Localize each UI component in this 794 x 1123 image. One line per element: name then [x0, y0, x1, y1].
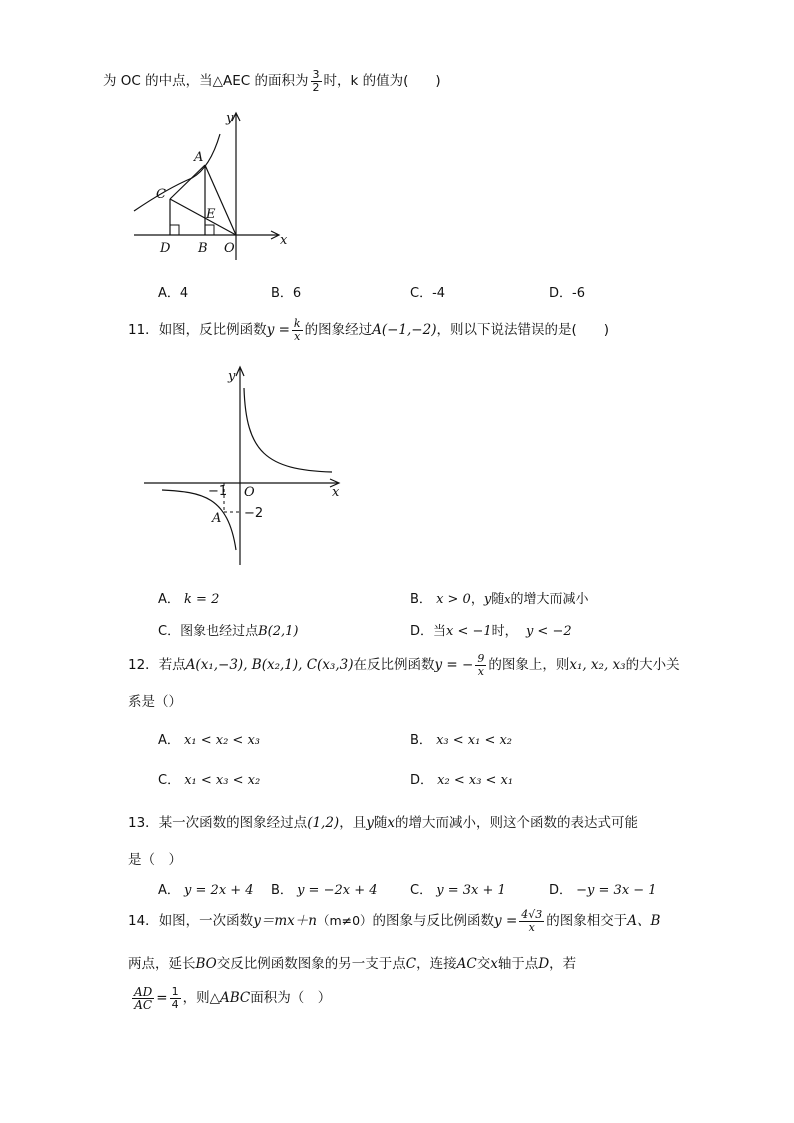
q11-option-d[interactable]: D．当x < −1时， y < −2 [410, 624, 572, 639]
q11-text-mid: 的图象经过 [304, 322, 373, 338]
q10-option-a[interactable]: A．4 [158, 286, 189, 301]
q10-label-a: A [194, 150, 204, 165]
q11-point: A(−1,−2) [372, 322, 437, 338]
q13-option-c[interactable]: C． y = 3x + 1 [410, 883, 506, 898]
q14-ab: A、B [627, 913, 661, 929]
q13-x: x [387, 815, 395, 831]
q11-curve-branch-1 [244, 388, 332, 472]
q14-number: 14． [128, 913, 159, 929]
q11-label-a: A [212, 511, 222, 526]
q11-label-neg1: −1 [208, 484, 228, 499]
q12-y-eq: y = − [434, 657, 474, 673]
q12-text-post2: 的大小关 [625, 657, 680, 673]
q11-text-pre: 如图，反比例函数 [158, 322, 267, 338]
q11-option-a[interactable]: A． k = 2 [158, 592, 220, 607]
q13-option-b[interactable]: B． y = −2x + 4 [271, 883, 378, 898]
q10-figure [128, 108, 298, 268]
q13-option-a[interactable]: A． y = 2x + 4 [158, 883, 254, 898]
q10-option-c[interactable]: C．-4 [410, 286, 446, 301]
q10-option-b[interactable]: B．6 [271, 286, 302, 301]
q10-curve [134, 134, 220, 211]
q12-fraction: $\frac{9}{x}$ [477, 651, 485, 678]
q14-fraction: $\frac{4√3}{x}$ [521, 907, 543, 934]
q13-text-mid1: ，且 [339, 815, 367, 831]
q10-label-y: y [226, 111, 234, 126]
q11-label-y: y [228, 369, 236, 384]
q11-figure [140, 362, 350, 570]
q10-segment-ca [170, 165, 205, 199]
q12-stem [128, 651, 680, 679]
q11-number: 11． [128, 322, 159, 338]
q13-option-d[interactable]: D． −y = 3x − 1 [549, 883, 657, 898]
q10-label-d: D [160, 241, 171, 256]
q12-points: A(x₁,−3), B(x₂,1), C(x₃,3) [185, 657, 354, 673]
q12-text-post1: 的图象上，则 [488, 657, 570, 673]
q10-right-angle-b [205, 225, 214, 235]
q14-stem [128, 906, 660, 936]
q13-y: y [366, 815, 374, 831]
q10-fraction: $\frac{3}{2}$ [312, 67, 320, 94]
q12-option-b[interactable]: B． x₃ < x₁ < x₂ [410, 733, 513, 748]
q11-curve-branch-3 [162, 490, 236, 550]
q14-y-eq: y = [494, 913, 518, 929]
q10-label-c: C [156, 187, 166, 202]
q10-right-angle-d [170, 225, 179, 235]
q12-line2: 系是（） [128, 694, 182, 710]
q11-option-b[interactable]: B． x > 0，y随x的增大而减小 [410, 592, 589, 607]
q11-label-neg2: −2 [244, 506, 264, 521]
q12-text-pre: 若点 [158, 657, 186, 673]
q12-vars: x₁, x₂, x₃ [569, 657, 626, 673]
q13-number: 13． [128, 815, 159, 831]
q10-text-post: 时，k 的值为( ) [323, 73, 441, 89]
q10-line [103, 68, 441, 94]
q12-option-d[interactable]: D． x₂ < x₃ < x₁ [410, 773, 514, 788]
q13-text-post: 的增大而减小，则这个函数的表达式可能 [394, 815, 638, 831]
q13-text-pre: 某一次函数的图象经过点 [158, 815, 308, 831]
q10-label-e: E [206, 207, 216, 222]
q11-option-c[interactable]: C．图象也经过点B(2,1) [158, 624, 299, 639]
q10-label-b: B [198, 241, 208, 256]
q14-func: y＝mx＋n [253, 913, 317, 929]
q14-text-mid: 的图象与反比例函数 [372, 913, 495, 929]
q11-label-x: x [332, 485, 340, 500]
q12-number: 12． [128, 657, 159, 673]
q13-point: (1,2) [307, 815, 340, 831]
q11-text-post: ，则以下说法错误的是( ) [436, 322, 610, 338]
q14-text-pre: 如图，一次函数 [158, 913, 254, 929]
q13-text-mid2: 随 [373, 815, 388, 831]
q12-option-c[interactable]: C． x₁ < x₃ < x₂ [158, 773, 261, 788]
q11-fraction: $\frac{k}{x}$ [293, 316, 301, 343]
q12-text-mid: 在反比例函数 [353, 657, 435, 673]
q14-cond: （m≠0） [316, 913, 373, 928]
q14-line3: $\frac{AD}{AC}$ = $\frac{1}{4}$ ，则△ABC面积为（ ） [134, 984, 332, 1012]
q13-stem [128, 811, 638, 831]
q10-label-x: x [280, 233, 288, 248]
q11-stem [128, 316, 609, 344]
q10-label-o: O [224, 241, 235, 256]
q11-y-eq: y = [266, 322, 290, 338]
q14-text-post: 的图象相交于 [546, 913, 628, 929]
q11-label-o: O [244, 485, 255, 500]
q14-ratio-fraction: $\frac{AD}{AC}$ [134, 984, 153, 1012]
q10-segment-co [170, 199, 236, 235]
q12-option-a[interactable]: A． x₁ < x₂ < x₃ [158, 733, 260, 748]
q14-line2: 两点，延长BO交反比例函数图象的另一支于点C，连接AC交x轴于点D，若 [128, 956, 577, 972]
q10-option-d[interactable]: D．-6 [549, 286, 585, 301]
q10-text-pre: 为 OC 的中点，当△AEC 的面积为 [103, 73, 309, 89]
q13-line2: 是（ ） [128, 852, 182, 868]
q14-quarter-fraction: $\frac{1}{4}$ [171, 984, 179, 1011]
